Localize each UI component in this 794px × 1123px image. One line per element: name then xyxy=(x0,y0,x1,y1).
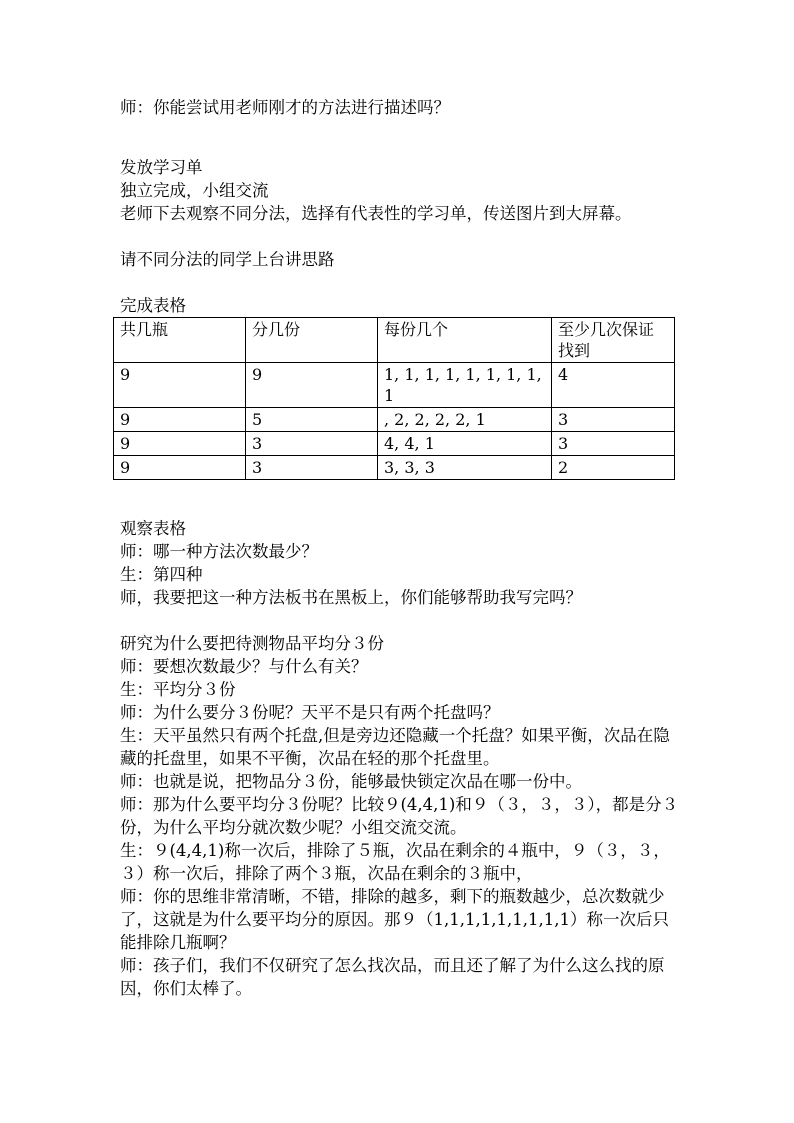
observe-table-heading: 观察表格 xyxy=(120,519,186,538)
dialogue-line: 师：为什么要分３份呢？天平不是只有两个托盘吗？ xyxy=(120,703,500,722)
dialogue-line: 师，我要把这一种方法板书在黑板上，你们能够帮助我写完吗？ xyxy=(120,588,582,607)
teacher-observe-line: 老师下去观察不同分法，选择有代表性的学习单，传送图片到大屏幕。 xyxy=(120,204,632,223)
table-cell: 3 xyxy=(552,408,675,432)
table-cell: 5 xyxy=(246,408,378,432)
section-handout: 发放学习单 xyxy=(120,158,203,177)
table-cell: 3 xyxy=(552,432,675,456)
table-cell: 9 xyxy=(246,363,378,408)
dialogue-line: 师：孩子们，我们不仅研究了怎么找次品，而且还了解了为什么这么找的原因，你们太棒了。 xyxy=(120,956,665,998)
dialogue-line: 师：那为什么要平均分３份呢？比较９(4,4,1)和９（３，３，３），都是分３份，为什么平均分就次数少呢？小组交流交流。 xyxy=(120,795,679,837)
dialogue-line: 师：要想次数最少？与什么有关？ xyxy=(120,657,368,676)
dialogue-line: 生：第四种 xyxy=(120,565,203,584)
table-caption: 完成表格 xyxy=(120,296,186,315)
table-cell: 9 xyxy=(114,432,246,456)
results-table xyxy=(113,317,675,480)
dialogue-line: 师：也就是说，把物品分３份，能够最快锁定次品在哪一份中。 xyxy=(120,772,582,791)
table-cell: , 2, 2, 2, 2, 1 xyxy=(378,408,552,432)
table-header-row xyxy=(114,318,675,363)
table-cell: 4, 4, 1 xyxy=(378,432,552,456)
header-cell-total: 共几瓶 xyxy=(114,318,246,363)
header-cell-groups: 分几份 xyxy=(246,318,378,363)
dialogue-line: 师：哪一种方法次数最少？ xyxy=(120,542,318,561)
dialogue-line: 师：你的思维非常清晰，不错，排除的越多，剩下的瓶数越少，总次数就少了，这就是为什么要平均分的原因。那９（1,1,1,1,1,1,1,1,1）称一次后只能排除几瓶啊？ xyxy=(120,887,669,952)
table-cell: 3 xyxy=(246,456,378,480)
table-row xyxy=(114,456,675,480)
header-cell-min-times: 至少几次保证找到 xyxy=(552,318,675,363)
dialogue-line: 生：平均分３份 xyxy=(120,680,236,699)
dialogue-line: 生：天平虽然只有两个托盘,但是旁边还隐藏一个托盘？如果平衡，次品在隐藏的托盘里，如果不平衡，次品在轻的那个托盘里。 xyxy=(120,726,670,768)
table-cell: 2 xyxy=(552,456,675,480)
table-cell: 9 xyxy=(114,408,246,432)
table-cell: 4 xyxy=(552,363,675,408)
dialogue-line: 生：９(4,4,1)称一次后，排除了５瓶，次品在剩余的４瓶中，９（３，３，３）称一次后，排除了两个３瓶，次品在剩余的３瓶中， xyxy=(120,841,670,883)
header-cell-per-group: 每份几个 xyxy=(378,318,552,363)
table-cell: 9 xyxy=(114,456,246,480)
table-row xyxy=(114,363,675,408)
students-present-line: 请不同分法的同学上台讲思路 xyxy=(120,250,335,269)
document-body xyxy=(120,96,680,1000)
table-cell: 3, 3, 3 xyxy=(378,456,552,480)
table-cell: 3 xyxy=(246,432,378,456)
table-row xyxy=(114,432,675,456)
table-row xyxy=(114,408,675,432)
research-heading: 研究为什么要把待测物品平均分３份 xyxy=(120,634,384,653)
independent-work-line: 独立完成，小组交流 xyxy=(120,181,269,200)
teacher-question-line: 师：你能尝试用老师刚才的方法进行描述吗？ xyxy=(120,98,450,117)
table-cell: 9 xyxy=(114,363,246,408)
table-cell: 1, 1, 1, 1, 1, 1, 1, 1, 1 xyxy=(378,363,552,408)
